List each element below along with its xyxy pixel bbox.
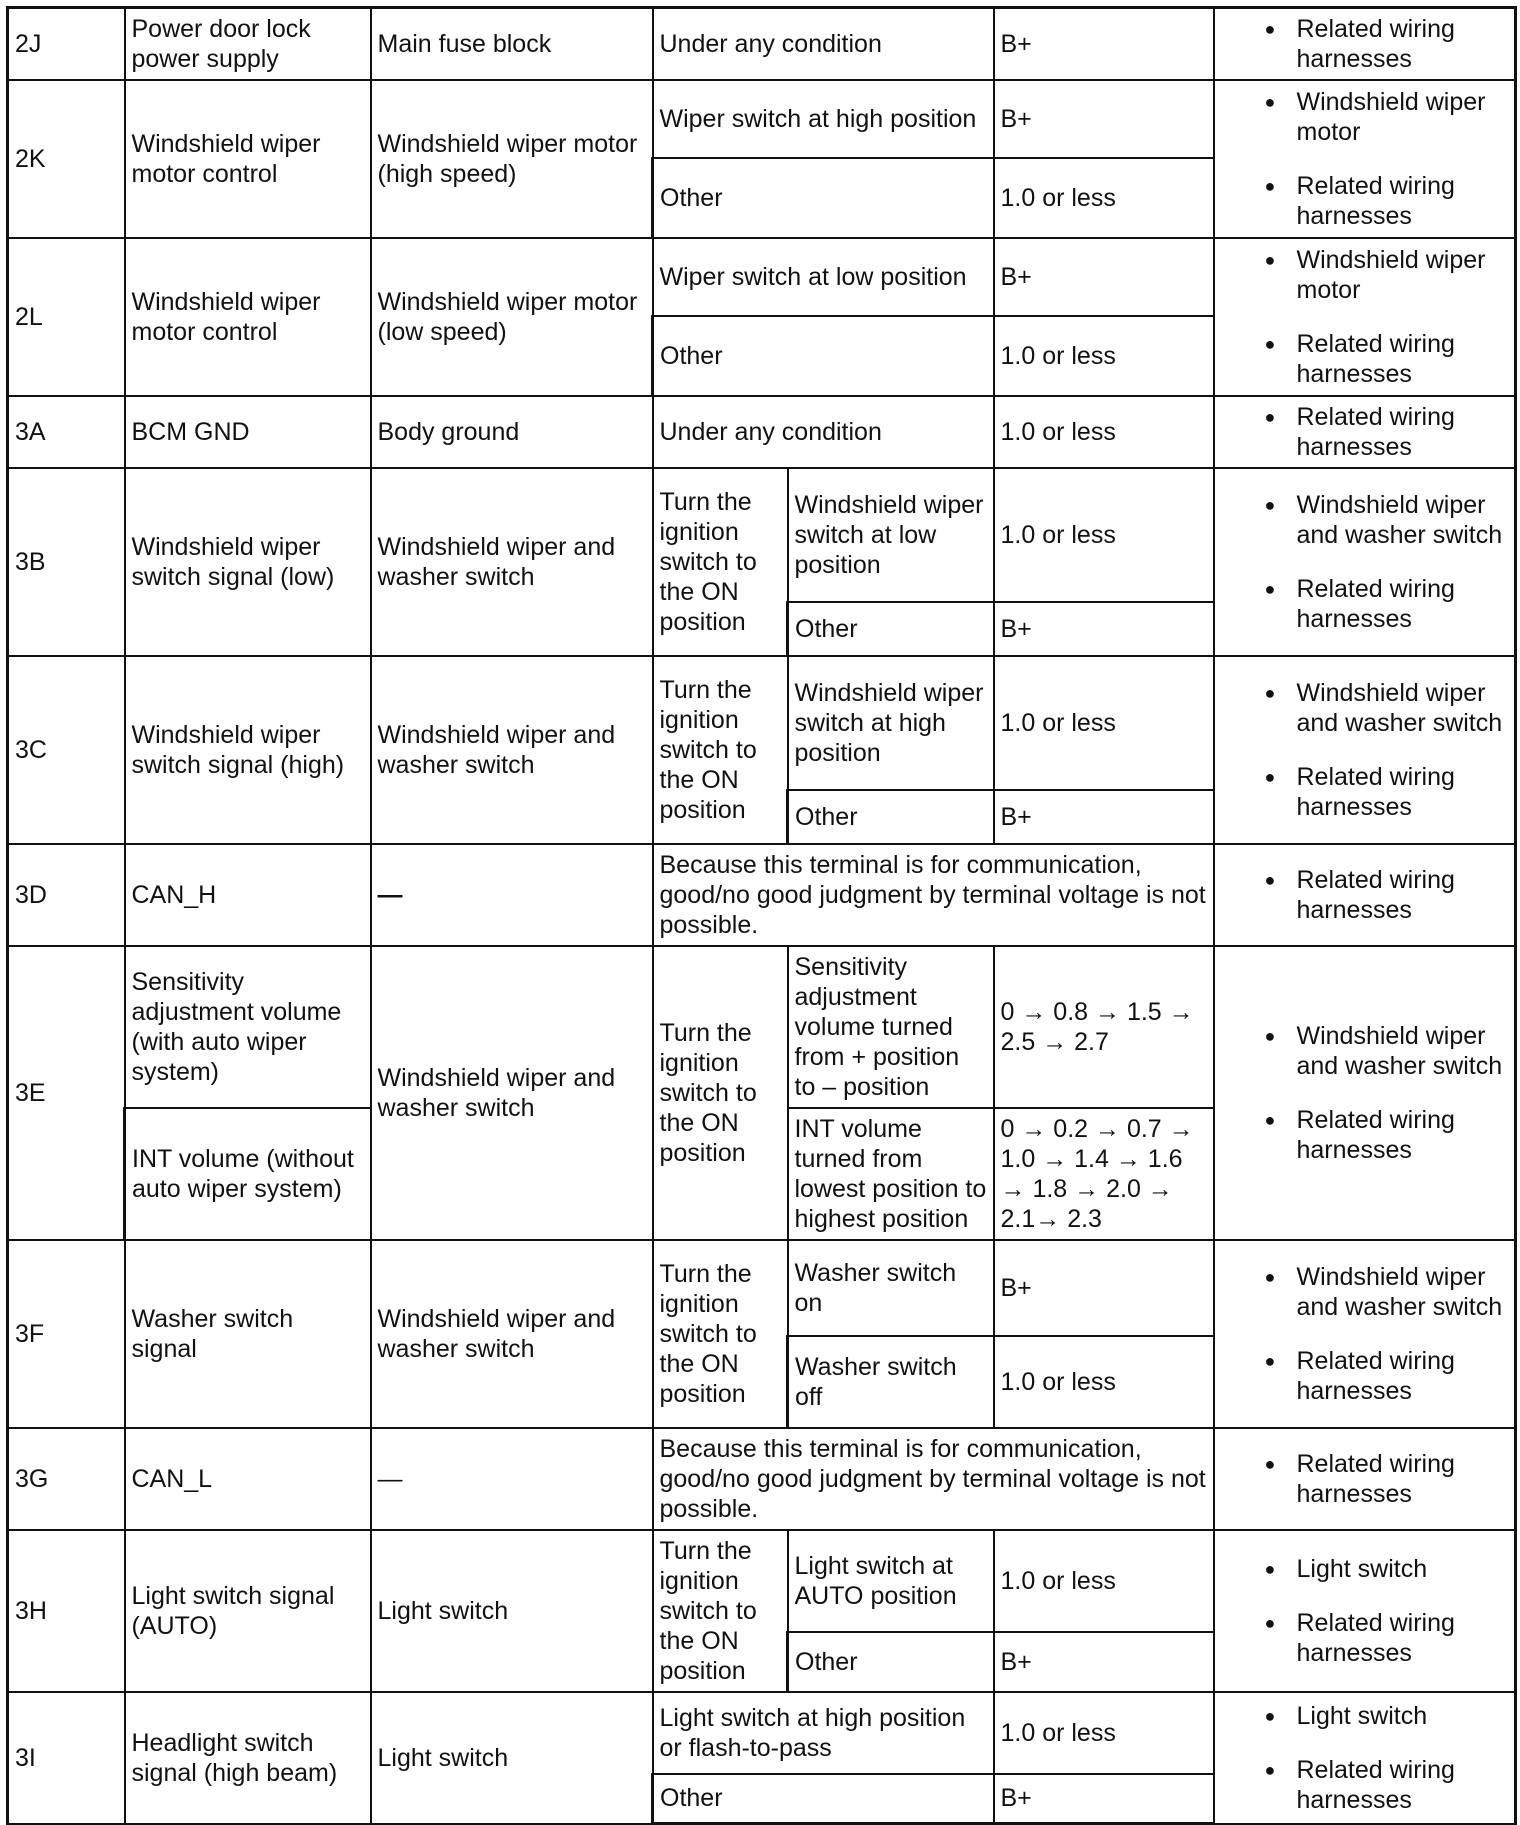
check-item: ● Related wiring harnesses [1221, 1608, 1509, 1668]
terminal-cell: 3D [8, 844, 125, 946]
value-cell: 0 → 0.2 → 0.7 → 1.0 → 1.4 → 1.6 → 1.8 → 2.0 → 2.1→ 2.3 [994, 1108, 1214, 1240]
check-item: ● Related wiring harnesses [1221, 865, 1509, 925]
check-item: ● Windshield wiper motor [1221, 87, 1509, 147]
main-condition-cell: Turn the ignition switch to the ON position [653, 468, 788, 656]
destination-cell: — [371, 844, 653, 946]
check-item: ● Light switch [1221, 1554, 1509, 1584]
check-list [1221, 678, 1509, 822]
check-cell [1214, 844, 1516, 946]
terminal-reference-table [6, 6, 1517, 1825]
condition-cell: Light switch at high position or flash-to-pass [653, 1692, 994, 1774]
condition-cell: Other [653, 158, 994, 238]
check-list [1221, 490, 1509, 634]
condition-cell: Other [788, 790, 994, 844]
table-row [8, 396, 1516, 468]
terminal-cell: 3E [8, 946, 125, 1240]
signal-cell: Washer switch signal [125, 1240, 371, 1428]
check-list [1221, 865, 1509, 925]
condition-cell: Other [653, 1774, 994, 1824]
check-list [1221, 245, 1509, 389]
terminal-cell: 3B [8, 468, 125, 656]
terminal-cell: 2K [8, 80, 125, 238]
check-item: ● Related wiring harnesses [1221, 1105, 1509, 1165]
condition-cell: Windshield wiper switch at low position [788, 468, 994, 602]
check-list [1221, 14, 1509, 74]
signal-cell: Windshield wiper switch signal (low) [125, 468, 371, 656]
condition-cell: Under any condition [653, 396, 994, 468]
value-cell: 1.0 or less [994, 158, 1214, 238]
table-row [8, 656, 1516, 790]
condition-cell: Wiper switch at low position [653, 238, 994, 316]
note-cell: Because this terminal is for communication, good/no good judgment by terminal voltage is not possible. [653, 844, 1214, 946]
destination-cell: Light switch [371, 1692, 653, 1824]
value-cell: 0 → 0.8 → 1.5 → 2.5 → 2.7 [994, 946, 1214, 1108]
check-cell [1214, 1428, 1516, 1530]
terminal-cell: 2J [8, 8, 125, 80]
condition-cell: Other [788, 1632, 994, 1692]
check-item: ● Related wiring harnesses [1221, 762, 1509, 822]
check-item: ● Related wiring harnesses [1221, 171, 1509, 231]
signal-cell: Power door lock power supply [125, 8, 371, 80]
check-item: ● Related wiring harnesses [1221, 1449, 1509, 1509]
table-row [8, 8, 1516, 80]
signal-cell: Headlight switch signal (high beam) [125, 1692, 371, 1824]
condition-cell: Other [788, 602, 994, 656]
value-cell: B+ [994, 1240, 1214, 1336]
destination-cell: Light switch [371, 1530, 653, 1692]
signal-cell: Sensitivity adjustment volume (with auto wiper system) [125, 946, 371, 1108]
value-cell: 1.0 or less [994, 396, 1214, 468]
check-item: ● Related wiring harnesses [1221, 574, 1509, 634]
table-row [8, 1240, 1516, 1336]
main-condition-cell: Turn the ignition switch to the ON position [653, 946, 788, 1240]
terminal-cell: 3G [8, 1428, 125, 1530]
check-item: ● Windshield wiper and washer switch [1221, 1021, 1509, 1081]
signal-cell: Light switch signal (AUTO) [125, 1530, 371, 1692]
value-cell: B+ [994, 1774, 1214, 1824]
signal-cell: CAN_L [125, 1428, 371, 1530]
signal-cell: Windshield wiper switch signal (high) [125, 656, 371, 844]
check-cell [1214, 238, 1516, 396]
note-cell: Because this terminal is for communication, good/no good judgment by terminal voltage is not possible. [653, 1428, 1214, 1530]
destination-cell: Windshield wiper and washer switch [371, 468, 653, 656]
check-item: ● Windshield wiper motor [1221, 245, 1509, 305]
value-cell: B+ [994, 238, 1214, 316]
main-condition-cell: Turn the ignition switch to the ON position [653, 1530, 788, 1692]
signal-cell: BCM GND [125, 396, 371, 468]
condition-cell: Wiper switch at high position [653, 80, 994, 158]
terminal-cell: 3H [8, 1530, 125, 1692]
check-item: ● Light switch [1221, 1701, 1509, 1731]
check-cell [1214, 1692, 1516, 1824]
signal-cell: Windshield wiper motor control [125, 80, 371, 238]
condition-cell: Washer switch on [788, 1240, 994, 1336]
check-cell [1214, 80, 1516, 238]
main-condition-cell: Turn the ignition switch to the ON position [653, 1240, 788, 1428]
check-item: ● Windshield wiper and washer switch [1221, 678, 1509, 738]
check-list [1221, 1021, 1509, 1165]
value-cell: 1.0 or less [994, 1692, 1214, 1774]
value-cell: B+ [994, 8, 1214, 80]
destination-cell: Windshield wiper and washer switch [371, 946, 653, 1240]
destination-cell: Windshield wiper and washer switch [371, 1240, 653, 1428]
signal-cell: CAN_H [125, 844, 371, 946]
signal-cell: INT volume (without auto wiper system) [125, 1108, 371, 1240]
condition-cell: INT volume turned from lowest position to highest position [788, 1108, 994, 1240]
table-row [8, 946, 1516, 1108]
condition-cell: Under any condition [653, 8, 994, 80]
table-row [8, 1428, 1516, 1530]
value-cell: 1.0 or less [994, 316, 1214, 396]
condition-cell: Sensitivity adjustment volume turned from + position to – position [788, 946, 994, 1108]
check-cell [1214, 8, 1516, 80]
check-item: ● Related wiring harnesses [1221, 1346, 1509, 1406]
check-cell [1214, 946, 1516, 1240]
check-list [1221, 1262, 1509, 1406]
check-item: ● Windshield wiper and washer switch [1221, 490, 1509, 550]
check-item: ● Related wiring harnesses [1221, 14, 1509, 74]
destination-cell: Windshield wiper motor (low speed) [371, 238, 653, 396]
value-cell: B+ [994, 80, 1214, 158]
table-row [8, 844, 1516, 946]
check-cell [1214, 656, 1516, 844]
value-cell: 1.0 or less [994, 468, 1214, 602]
table-row [8, 80, 1516, 158]
condition-cell: Light switch at AUTO position [788, 1530, 994, 1632]
value-cell: 1.0 or less [994, 1336, 1214, 1428]
destination-cell: — [371, 1428, 653, 1530]
destination-cell: Main fuse block [371, 8, 653, 80]
check-item: ● Related wiring harnesses [1221, 1755, 1509, 1815]
terminal-cell: 3A [8, 396, 125, 468]
terminal-cell: 3I [8, 1692, 125, 1824]
value-cell: 1.0 or less [994, 1530, 1214, 1632]
check-list [1221, 87, 1509, 231]
value-cell: B+ [994, 1632, 1214, 1692]
check-item: ● Windshield wiper and washer switch [1221, 1262, 1509, 1322]
check-cell [1214, 1240, 1516, 1428]
check-list [1221, 402, 1509, 462]
terminal-cell: 2L [8, 238, 125, 396]
condition-cell: Washer switch off [788, 1336, 994, 1428]
table-row [8, 1530, 1516, 1632]
table-row [8, 238, 1516, 316]
check-cell [1214, 468, 1516, 656]
destination-cell: Windshield wiper and washer switch [371, 656, 653, 844]
value-cell: 1.0 or less [994, 656, 1214, 790]
signal-cell: Windshield wiper motor control [125, 238, 371, 396]
condition-cell: Other [653, 316, 994, 396]
check-list [1221, 1701, 1509, 1815]
check-list [1221, 1449, 1509, 1509]
check-cell [1214, 1530, 1516, 1692]
terminal-cell: 3F [8, 1240, 125, 1428]
check-list [1221, 1554, 1509, 1668]
condition-cell: Windshield wiper switch at high position [788, 656, 994, 790]
table-row [8, 468, 1516, 602]
main-condition-cell: Turn the ignition switch to the ON position [653, 656, 788, 844]
value-cell: B+ [994, 790, 1214, 844]
terminal-cell: 3C [8, 656, 125, 844]
destination-cell: Windshield wiper motor (high speed) [371, 80, 653, 238]
table-row [8, 1692, 1516, 1774]
value-cell: B+ [994, 602, 1214, 656]
check-item: ● Related wiring harnesses [1221, 402, 1509, 462]
destination-cell: Body ground [371, 396, 653, 468]
check-cell [1214, 396, 1516, 468]
check-item: ● Related wiring harnesses [1221, 329, 1509, 389]
